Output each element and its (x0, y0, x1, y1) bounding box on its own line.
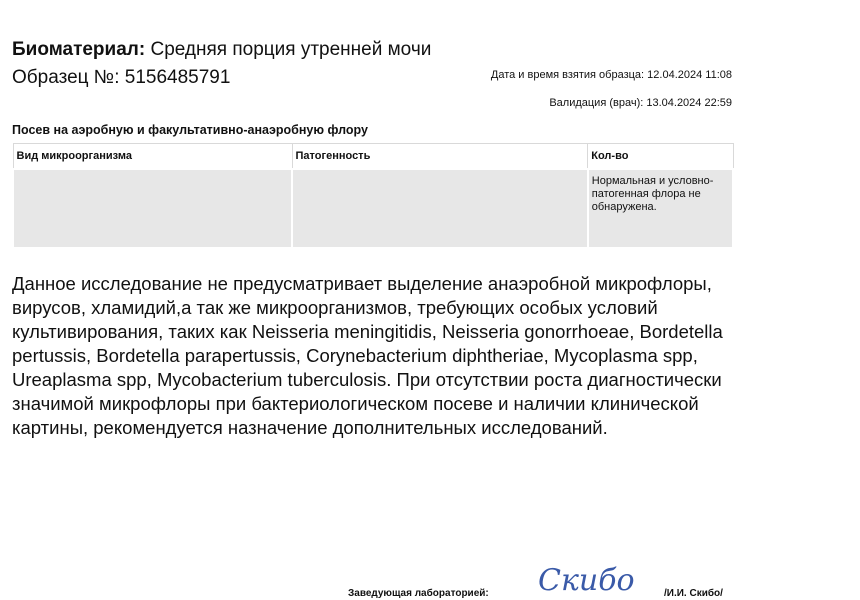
cell-organism (13, 169, 292, 248)
collection-date-label: Дата и время взятия образца: (490, 69, 645, 81)
signature-label: Заведующая лабораторией: (348, 588, 489, 599)
biomaterial-value: Средняя порция утренней мочи (150, 39, 432, 60)
disclaimer-note: Данное исследование не предусматривает выделение анаэробной микрофлоры, вирусов, хламидий,а так же микроорганизмов, требующих особых условий культивирования, таких как Neisseria meningitidis, Neisseria gonorrhoeae, Bordetella pertussis, Bordetella parapertussis, Corynebacterium diphtheriae, Mycoplasma spp, Ureaplasma spp, Mycobacterium tuberculosis. При отсутствии роста диагностически значимой микрофлоры при бактериологическом посеве и наличии клинической картины, рекомендуется назначение дополнительных исследований. (12, 273, 723, 438)
sample-number-line (12, 66, 230, 90)
validation-value: 13.04.2024 22:59 (646, 97, 732, 109)
collection-datetime (491, 68, 732, 82)
sample-label: Образец №: (12, 67, 120, 88)
section-title: Посев на аэробную и факультативно-анаэробную флору (12, 123, 368, 137)
signature-block (0, 560, 860, 600)
validation-datetime (549, 96, 732, 110)
cell-quantity: Нормальная и условно-патогенная флора не обнаружена. (588, 169, 733, 248)
results-table (12, 143, 734, 249)
table-row (13, 169, 733, 248)
table-header-row (13, 144, 733, 170)
cell-pathogenicity (292, 169, 588, 248)
signature-script: Скибо (538, 563, 635, 598)
signatory-name: /И.И. Скибо/ (664, 588, 723, 599)
validation-label: Валидация (врач): (549, 97, 644, 109)
collection-date-value: 12.04.2024 11:08 (647, 69, 732, 81)
biomaterial-line (12, 38, 431, 62)
handwritten-signature (534, 560, 664, 600)
sample-number: 5156485791 (124, 67, 231, 88)
column-header-quantity: Кол-во (588, 144, 733, 170)
column-header-pathogenicity: Патогенность (292, 144, 588, 170)
column-header-organism: Вид микроорганизма (13, 144, 292, 170)
biomaterial-label: Биоматериал: (12, 39, 146, 60)
